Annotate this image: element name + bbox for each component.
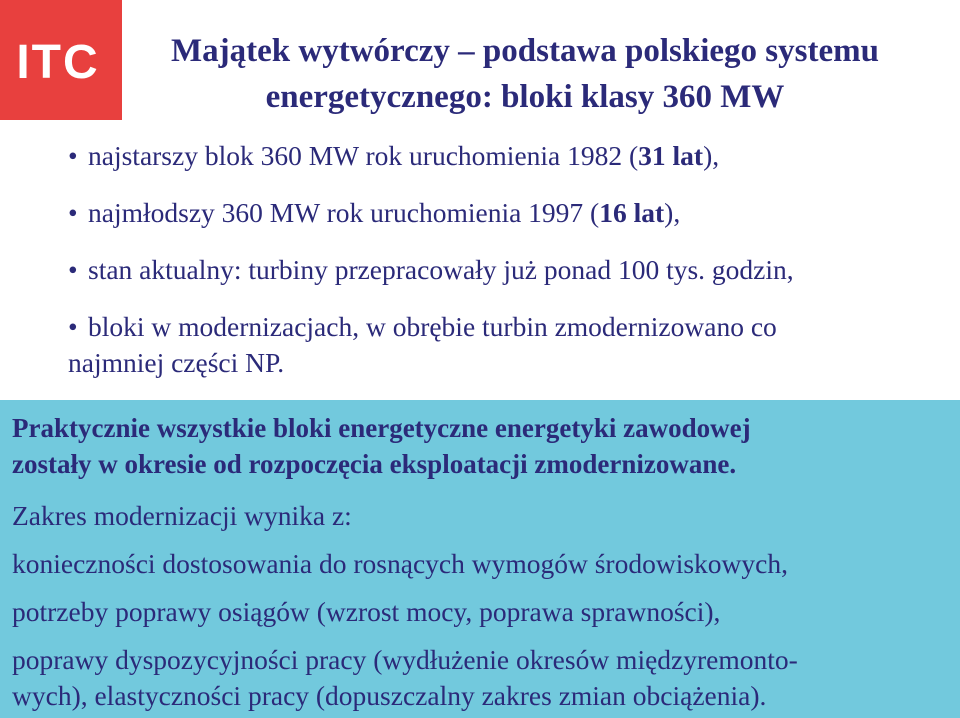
- modernization-intro: Zakres modernizacji wynika z:: [12, 500, 352, 531]
- page-title: [100, 28, 950, 120]
- bullet-bold-text: 31 lat: [638, 140, 704, 171]
- reason-availability-line-2: wych), elastyczności pracy (dopuszczalny zakres zmian obciążenia).: [12, 680, 767, 711]
- bullet-text: stan aktualny: turbiny przepracowały już ponad 100 tys. godzin,: [88, 254, 794, 285]
- bullet-newest-unit: [68, 195, 948, 231]
- bullet-dot: •: [68, 254, 78, 285]
- reason-availability-line-1: poprawy dyspozycyjności pracy (wydłużenie okresów międzyremonto-: [12, 644, 798, 675]
- bullet-continuation: najmniej części NP.: [68, 347, 285, 378]
- bullet-dot: •: [68, 140, 78, 171]
- bullet-current-state: [68, 252, 948, 288]
- bold-line-1: Praktycznie wszystkie bloki energetyczne energetyki zawodowej: [12, 413, 751, 443]
- itc-logo-text: ITC: [16, 36, 100, 89]
- bullet-text: najstarszy blok 360 MW rok uruchomienia 1982 (: [88, 140, 639, 171]
- bullet-bold-text: 16 lat: [599, 197, 665, 228]
- bullet-oldest-unit: [68, 138, 948, 174]
- bullet-text-end: ),: [664, 197, 681, 228]
- title-line-1: Majątek wytwórczy – podstawa polskiego systemu: [171, 33, 879, 69]
- bullet-text: najmłodszy 360 MW rok uruchomienia 1997 (: [88, 197, 600, 228]
- reason-environmental: konieczności dostosowania do rosnących wymogów środowiskowych,: [12, 548, 788, 579]
- bullet-modernizations: [68, 309, 948, 381]
- bold-line-2: zostały w okresie od rozpoczęcia eksploatacji zmodernizowane.: [12, 449, 737, 479]
- title-line-2: energetycznego: bloki klasy 360 MW: [265, 79, 785, 115]
- bullet-text: bloki w modernizacjach, w obrębie turbin zmodernizowano co: [88, 311, 777, 342]
- bullet-text-end: ),: [703, 140, 720, 171]
- reason-performance: potrzeby poprawy osiągów (wzrost mocy, poprawa sprawności),: [12, 596, 721, 627]
- bullet-dot: •: [68, 311, 78, 342]
- bullet-dot: •: [68, 197, 78, 228]
- highlight-bold-statement: [12, 410, 952, 482]
